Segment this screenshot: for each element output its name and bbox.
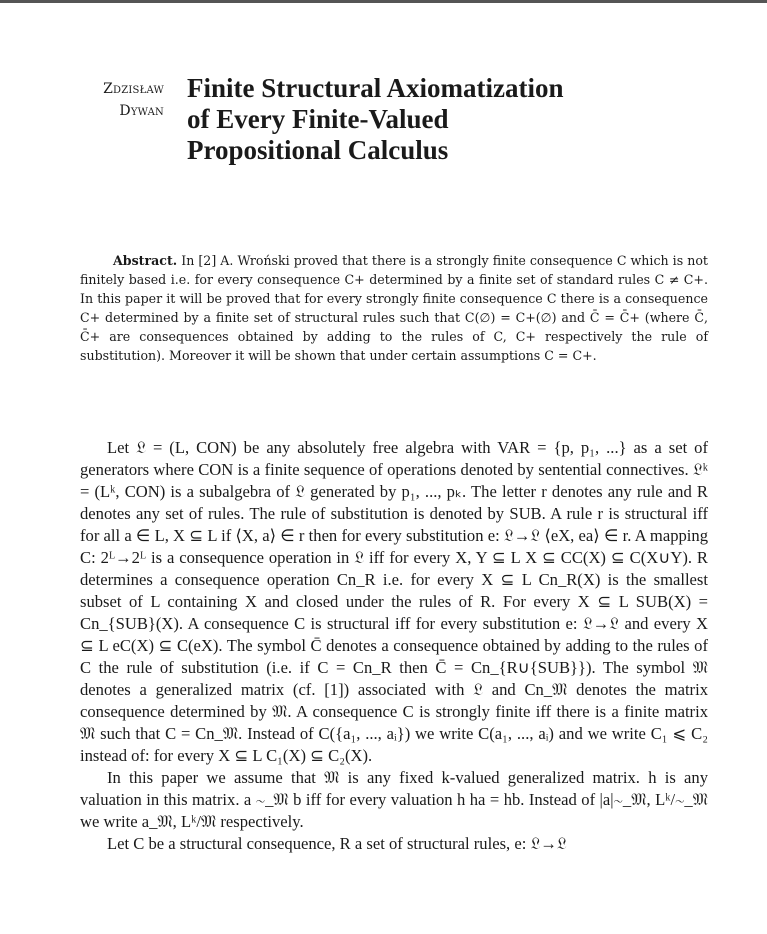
paragraph-2: In this paper we assume that 𝔐 is any fixed k-valued generalized matrix. h is any valuation in this matrix. a ∼_𝔐 b iff for every valuation h ha = hb. Instead of |a|∼_𝔐, Lᵏ/∼_𝔐 we write a_𝔐, Lᵏ/𝔐 respectively. [80, 768, 708, 831]
title-line-3: Propositional Calculus [187, 135, 449, 165]
body-text [80, 437, 708, 855]
title-line-1: Finite Structural Axiomatization [187, 73, 564, 103]
author-block [78, 78, 164, 122]
paragraph-3: Let C be a structural consequence, R a set of structural rules, e: 𝔏→𝔏 [107, 834, 567, 853]
abstract-text: In [2] A. Wroński proved that there is a strongly finite consequence C which is not finitely based i.e. for every consequence C+ determined by a finite set of standard rules C ≠ C+. In this paper it will be proved that for every strongly finite consequence C there is a consequence C+ determined by a finite set of structural rules such that C(∅) = C+(∅) and C̄ = C̄+ (where C̄, C̄+ are consequences obtained by adding to the rules of C, C+ respectively the rule of substitution). Moreover it will be shown that under certain assumptions C = C+. [80, 253, 708, 363]
abstract [80, 251, 708, 365]
paragraph-1: Let 𝔏 = (L, CON) be any absolutely free algebra with VAR = {p, p₁, ...} as a set of generators where CON is a finite sequence of operations denoted by sentential connectives. 𝔏ᵏ = (Lᵏ, CON) is a subalgebra of 𝔏 generated by p₁, ..., pₖ. The letter r denotes any rule and R denotes any set of rules. The rule of substitution is denoted by SUB. A rule r is structural iff for all a ∈ L, X ⊆ L if ⟨X, a⟩ ∈ r then for every substitution e: 𝔏→𝔏 ⟨eX, ea⟩ ∈ r. A mapping C: 2ᴸ→2ᴸ is a consequence operation in 𝔏 iff for every X, Y ⊆ L X ⊆ CC(X) ⊆ C(X∪Y). R determines a consequence operation Cn_R i.e. for every X ⊆ L Cn_R(X) is the smallest subset of L containing X and closed under the rules of R. For every X ⊆ L SUB(X) = Cn_{SUB}(X). A consequence C is structural iff for every substitution e: 𝔏→𝔏 and every X ⊆ L eC(X) ⊆ C(eX). The symbol C̄ denotes a consequence obtained by adding to the rules of C the rule of substitution (i.e. if C = Cn_R then C̄ = Cn_{R∪{SUB}}). The symbol 𝔐 denotes a generalized matrix (cf. [1]) associated with 𝔏 and Cn_𝔐 denotes the matrix consequence determined by 𝔐. A consequence C is strongly finite iff there is a finite matrix 𝔐 such that C = Cn_𝔐. Instead of C({a₁, ..., aᵢ}) we write C(a₁, ..., aᵢ) and we write C₁ ⩽ C₂ instead of: for every X ⊆ L C₁(X) ⊆ C₂(X). [80, 438, 708, 765]
author-first-name: Zdzisław [103, 81, 164, 97]
top-border [0, 0, 767, 3]
author-last-name: Dywan [119, 103, 164, 119]
abstract-label: Abstract. [113, 253, 178, 268]
paper-title [187, 73, 707, 166]
title-line-2: of Every Finite-Valued [187, 104, 449, 134]
